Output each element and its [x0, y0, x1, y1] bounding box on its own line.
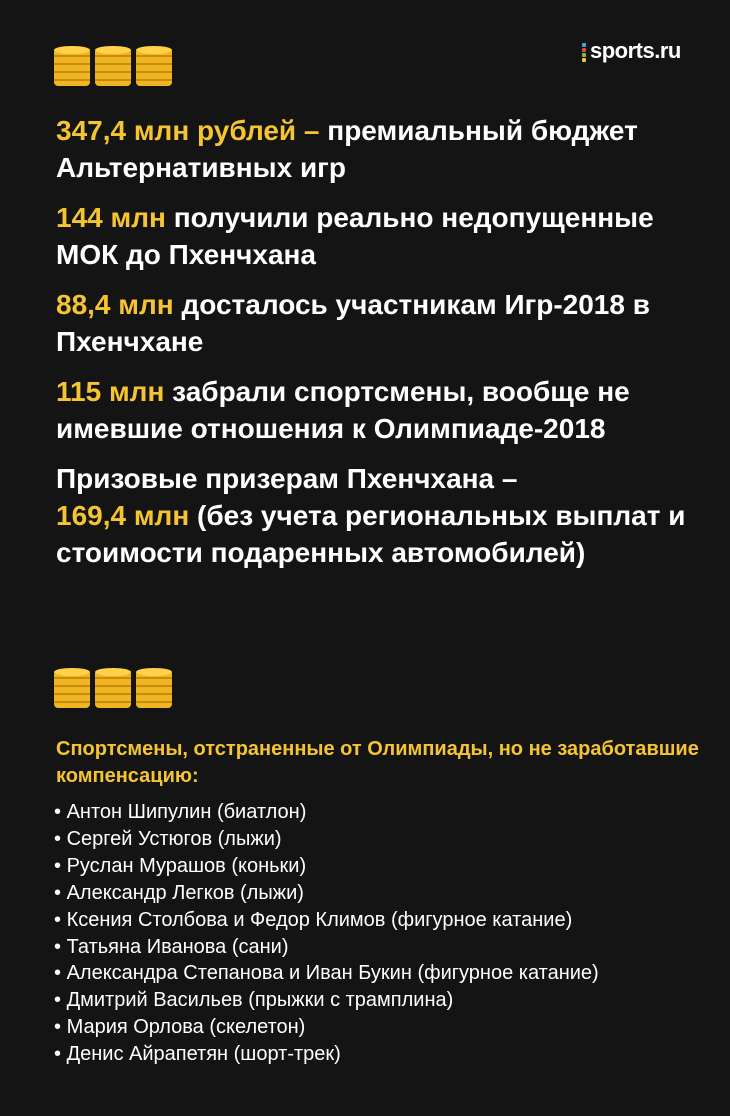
- sports-ru-logo[interactable]: [582, 38, 681, 64]
- list-item: • Александра Степанова и Иван Букин (фигурное катание): [54, 960, 726, 987]
- list-item: • Ксения Столбова и Федор Климов (фигурное катание): [54, 907, 726, 934]
- list-item: • Дмитрий Васильев (прыжки с трамплина): [54, 987, 726, 1014]
- fact-highlight: 169,4 млн: [56, 500, 190, 531]
- list-item: • Сергей Устюгов (лыжи): [54, 826, 726, 853]
- coins-stack-icon: [54, 44, 174, 88]
- list-item: • Мария Орлова (скелетон): [54, 1014, 726, 1041]
- list-item: • Денис Айрапетян (шорт-трек): [54, 1041, 726, 1068]
- fact-prefix: Призовые призерам Пхенчхана –: [56, 463, 518, 494]
- fact-highlight: 115 млн: [56, 376, 165, 407]
- facts-block: [56, 112, 716, 571]
- fact-text: досталось участникам Игр-2018 в Пхенчхане: [56, 289, 650, 357]
- fact-highlight: 144 млн: [56, 202, 166, 233]
- fact-highlight: 347,4 млн рублей –: [56, 115, 320, 146]
- athletes-subtitle: Спортсмены, отстраненные от Олимпиады, но не заработавшие компенсацию:: [56, 738, 699, 787]
- list-item: • Татьяна Иванова (сани): [54, 934, 726, 961]
- list-item: • Антон Шипулин (биатлон): [54, 799, 726, 826]
- fact-text: забрали спортсмены, вообще не имевшие отношения к Олимпиаде-2018: [56, 376, 630, 444]
- coins-stack-icon: [54, 666, 174, 710]
- logo-mark-icon: [582, 43, 586, 62]
- list-item: • Александр Легков (лыжи): [54, 880, 726, 907]
- fact-text: (без учета региональных выплат и стоимости подаренных автомобилей): [56, 500, 686, 568]
- fact-text: премиальный бюджет Альтернативных игр: [56, 115, 638, 183]
- fact-budget: [56, 112, 716, 186]
- fact-prize-winners: [56, 460, 716, 571]
- fact-unrelated: [56, 373, 716, 447]
- fact-text: получили реально недопущенные МОК до Пхенчхана: [56, 202, 654, 270]
- fact-not-admitted: [56, 199, 716, 273]
- list-item: • Руслан Мурашов (коньки): [54, 853, 726, 880]
- fact-highlight: 88,4 млн: [56, 289, 174, 320]
- fact-participants: [56, 286, 716, 360]
- athletes-list: [54, 799, 726, 1068]
- logo-text: sports.ru: [590, 38, 681, 63]
